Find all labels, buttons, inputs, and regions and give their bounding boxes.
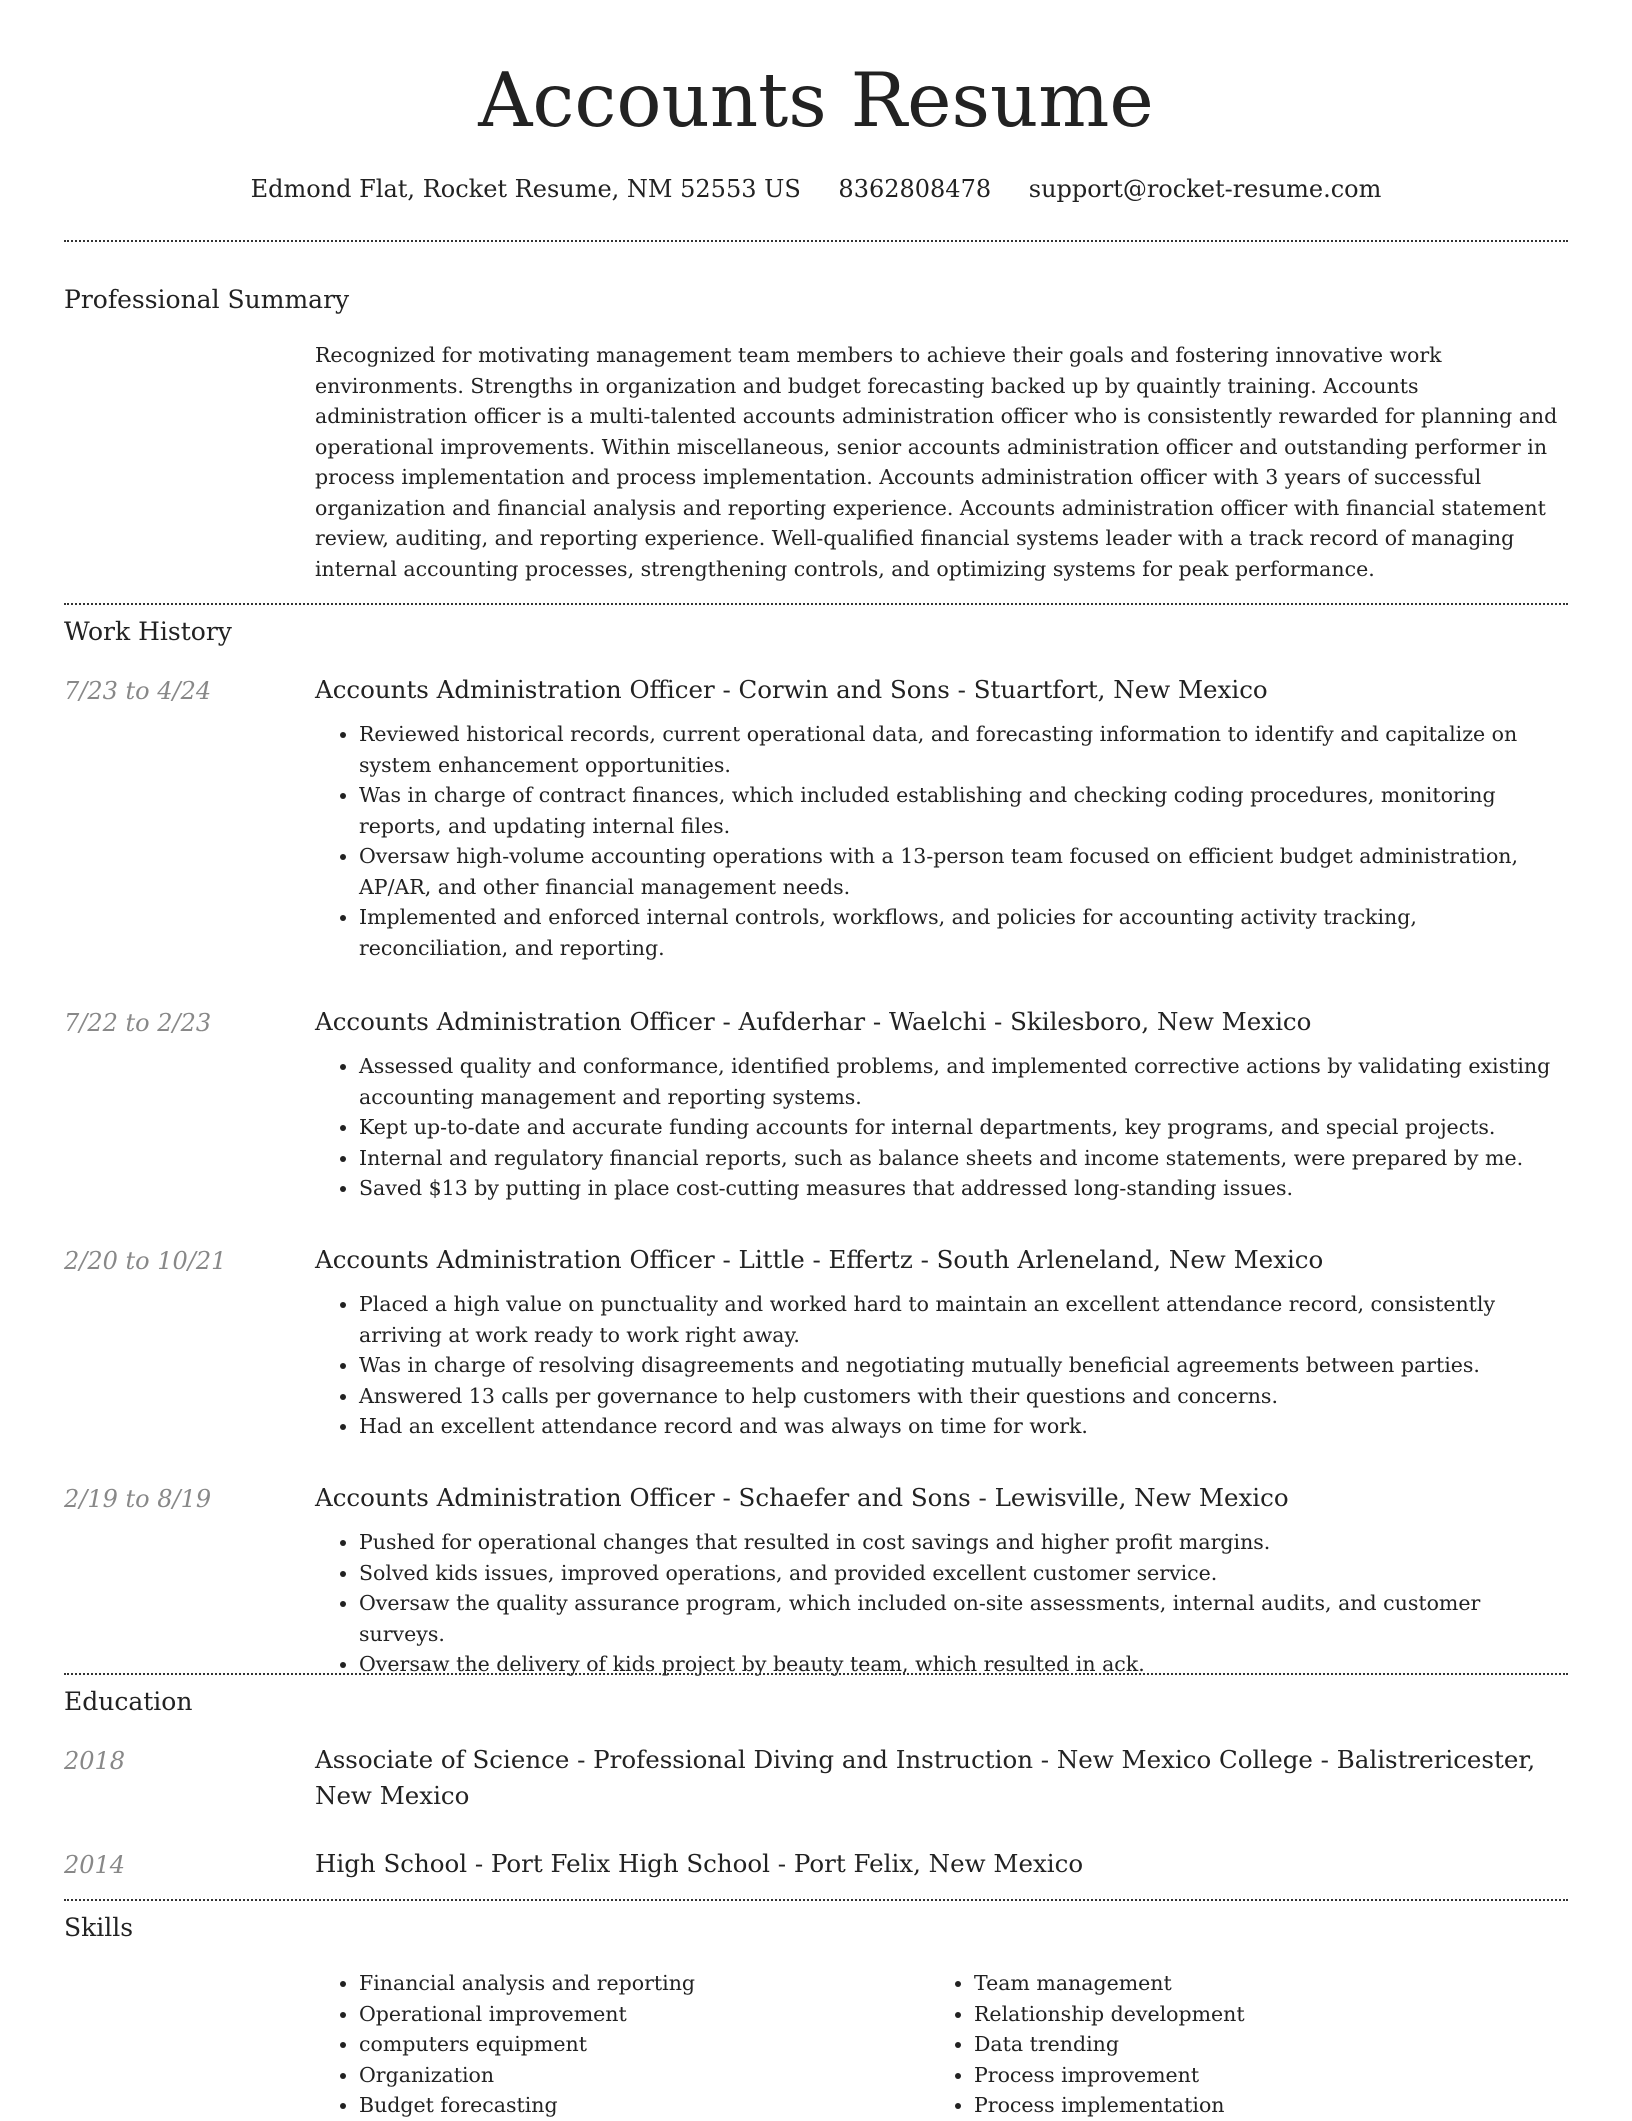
- education-title: High School - Port Felix High School - Port Felix, New Mexico: [315, 1849, 1084, 1878]
- list-item: • Was in charge of resolving disagreements and negotiating mutually beneficial agreements between parties.: [359, 1350, 1568, 1381]
- education-title: Associate of Science - Professional Diving and Instruction - New Mexico College - Balistrericester, New Mexico: [315, 1745, 1536, 1810]
- resume-title: Accounts Resume: [478, 56, 1154, 144]
- job-title: Accounts Administration Officer - Schaefer and Sons - Lewisville, New Mexico: [315, 1483, 1289, 1512]
- job-dates: 7/22 to 2/23: [64, 1009, 212, 1037]
- section-heading-education: Education: [64, 1687, 193, 1716]
- list-item: • Kept up-to-date and accurate funding accounts for internal departments, key programs, and special projects.: [359, 1112, 1568, 1143]
- job-title: Accounts Administration Officer - Corwin and Sons - Stuartfort, New Mexico: [315, 675, 1268, 704]
- list-item: • Internal and regulatory financial reports, such as balance sheets and income statements, were prepared by me.: [359, 1143, 1568, 1174]
- job-bullets: [315, 1289, 1568, 1442]
- divider: [64, 603, 1568, 605]
- job-dates: 2/19 to 8/19: [64, 1485, 212, 1513]
- skills-column-left: [315, 1968, 915, 2121]
- skill-item: • Process implementation: [974, 2090, 1530, 2121]
- divider: [64, 1899, 1568, 1901]
- section-heading-skills: Skills: [64, 1913, 134, 1942]
- summary-text: Recognized for motivating management team members to achieve their goals and fostering innovative work environments. Strengths in organization and budget forecasting backed up by quaintly training. Accounts administration officer is a multi-talented accounts administration officer who is consistently rewarded for planning and operational improvements. Within miscellaneous, senior accounts administration officer and outstanding performer in process implementation and process implementation. Accounts administration officer with 3 years of successful organization and financial analysis and reporting experience. Accounts administration officer with financial statement review, auditing, and reporting experience. Well-qualified financial systems leader with a track record of managing internal accounting processes, strengthening controls, and optimizing systems for peak performance.: [315, 343, 1558, 581]
- list-item: • Was in charge of contract finances, which included establishing and checking coding procedures, monitoring reports, and updating internal files.: [359, 780, 1568, 841]
- skill-item: • Organization: [359, 2060, 915, 2091]
- job-title: Accounts Administration Officer - Little - Effertz - South Arleneland, New Mexico: [315, 1245, 1324, 1274]
- skill-item: • Data trending: [974, 2029, 1530, 2060]
- summary-block: [315, 340, 1568, 584]
- job-entry: [315, 1480, 1568, 1680]
- skill-item: • computers equipment: [359, 2029, 915, 2060]
- skills-list: [930, 1968, 1530, 2121]
- skills-list: [315, 1968, 915, 2121]
- education-year: 2014: [64, 1851, 126, 1879]
- job-entry: [315, 1242, 1568, 1442]
- divider: [64, 240, 1568, 242]
- job-bullets: [315, 719, 1568, 963]
- job-dates: 7/23 to 4/24: [64, 677, 212, 705]
- contact-line: [64, 170, 1568, 208]
- divider: [64, 1673, 1568, 1675]
- skills-column-right: [930, 1968, 1530, 2121]
- list-item: • Implemented and enforced internal controls, workflows, and policies for accounting activity tracking, reconciliation, and reporting.: [359, 902, 1568, 963]
- contact-address: Edmond Flat, Rocket Resume, NM 52553 US: [250, 175, 801, 203]
- section-heading-work-history: Work History: [64, 617, 232, 646]
- skill-item: • Relationship development: [974, 1999, 1530, 2030]
- list-item: • Oversaw high-volume accounting operations with a 13-person team focused on efficient budget administration, AP/AR, and other financial management needs.: [359, 841, 1568, 902]
- job-entry: [315, 672, 1568, 963]
- list-item: • Assessed quality and conformance, identified problems, and implemented corrective actions by validating existing accounting management and reporting systems.: [359, 1051, 1568, 1112]
- job-bullets: [315, 1527, 1568, 1680]
- job-entry: [315, 1004, 1568, 1204]
- skill-item: • Budget forecasting: [359, 2090, 915, 2121]
- job-title: Accounts Administration Officer - Aufderhar - Waelchi - Skilesboro, New Mexico: [315, 1007, 1312, 1036]
- skill-item: • Process improvement: [974, 2060, 1530, 2091]
- contact-email: support@rocket-resume.com: [1028, 175, 1382, 203]
- list-item: • Pushed for operational changes that resulted in cost savings and higher profit margins.: [359, 1527, 1568, 1558]
- section-heading-summary: Professional Summary: [64, 285, 350, 314]
- education-entry: [315, 1742, 1568, 1814]
- skill-item: • Financial analysis and reporting: [359, 1968, 915, 1999]
- education-year: 2018: [64, 1747, 126, 1775]
- skill-item: • Team management: [974, 1968, 1530, 1999]
- list-item: • Oversaw the quality assurance program, which included on-site assessments, internal audits, and customer surveys.: [359, 1588, 1568, 1649]
- education-entry: [315, 1846, 1568, 1882]
- list-item: • Answered 13 calls per governance to help customers with their questions and concerns.: [359, 1381, 1568, 1412]
- list-item: • Had an excellent attendance record and was always on time for work.: [359, 1411, 1568, 1442]
- list-item: • Oversaw the delivery of kids project by beauty team, which resulted in ack.: [359, 1649, 1568, 1680]
- list-item: • Solved kids issues, improved operations, and provided excellent customer service.: [359, 1558, 1568, 1589]
- contact-phone: 8362808478: [838, 175, 992, 203]
- list-item: • Saved $13 by putting in place cost-cutting measures that addressed long-standing issues.: [359, 1173, 1568, 1204]
- list-item: • Reviewed historical records, current operational data, and forecasting information to identify and capitalize on system enhancement opportunities.: [359, 719, 1568, 780]
- list-item: • Placed a high value on punctuality and worked hard to maintain an excellent attendance record, consistently arriving at work ready to work right away.: [359, 1289, 1568, 1350]
- job-dates: 2/20 to 10/21: [64, 1247, 227, 1275]
- skill-item: • Operational improvement: [359, 1999, 915, 2030]
- job-bullets: [315, 1051, 1568, 1204]
